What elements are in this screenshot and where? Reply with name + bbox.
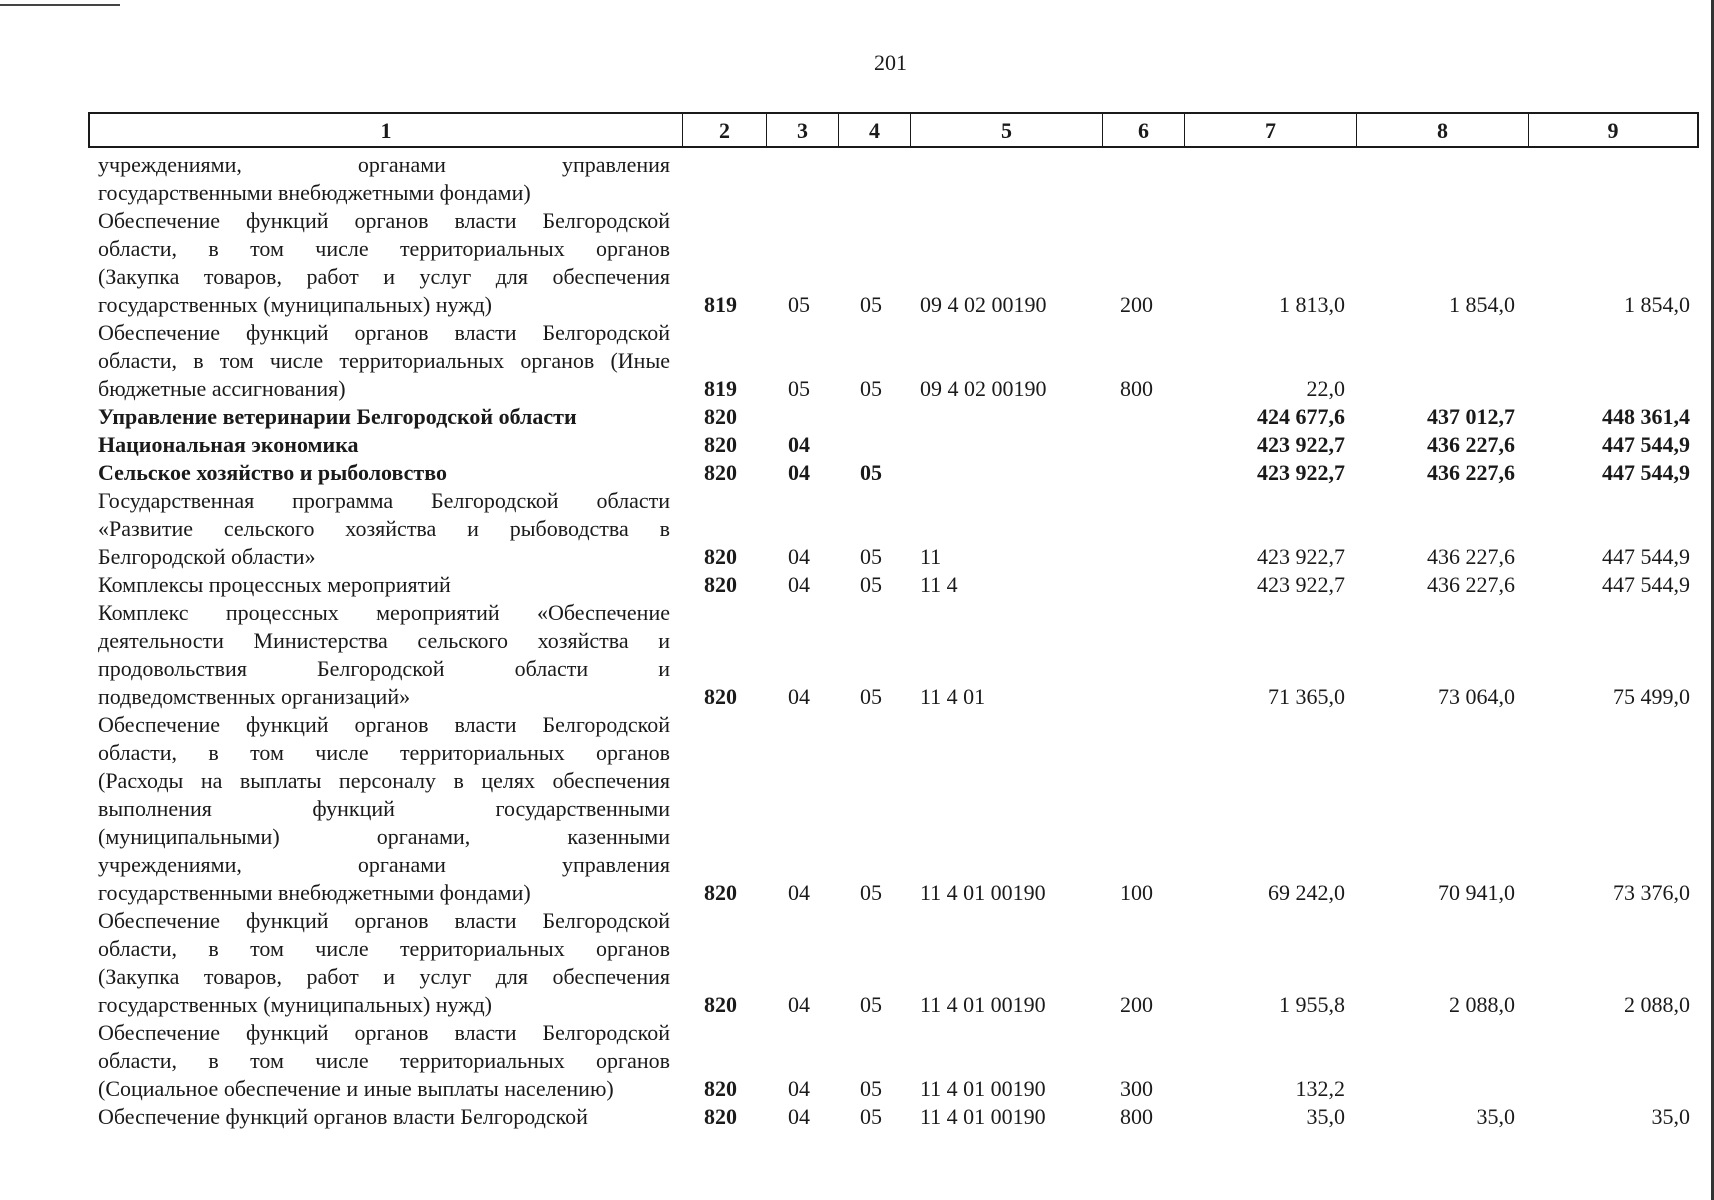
table-row (0, 1103, 1714, 1131)
row-description-line: выполнения функций государственными (98, 796, 670, 821)
cell-col-5: 11 4 01 (920, 684, 986, 709)
cell-col-6: 200 (1120, 992, 1153, 1017)
cell-col-3: 04 (788, 684, 810, 709)
cell-col-2: 819 (704, 376, 737, 401)
scan-top-rule (0, 4, 120, 6)
row-description-line: области, в том числе территориальных органов (98, 236, 670, 261)
cell-col-8: 1 854,0 (1449, 292, 1515, 317)
cell-col-9: 447 544,9 (1602, 544, 1690, 569)
cell-col-7: 423 922,7 (1257, 572, 1345, 597)
row-description-line: Государственная программа Белгородской области (98, 488, 670, 513)
cell-col-7: 69 242,0 (1268, 880, 1345, 905)
row-description (98, 403, 670, 431)
row-description-line: учреждениями, органами управления (98, 852, 670, 877)
cell-col-3: 04 (788, 880, 810, 905)
table-row (0, 403, 1714, 431)
cell-col-8: 436 227,6 (1427, 460, 1515, 485)
table-row (0, 907, 1714, 1019)
cell-col-8: 2 088,0 (1449, 992, 1515, 1017)
row-description-line: области, в том числе территориальных органов (Иные (98, 348, 670, 373)
row-description-line: подведомственных организаций» (98, 684, 411, 709)
cell-col-7: 132,2 (1295, 1076, 1345, 1101)
header-col-2: 2 (682, 114, 766, 146)
cell-col-2: 820 (704, 992, 737, 1017)
row-description (98, 571, 670, 599)
cell-col-3: 04 (788, 460, 810, 485)
row-description (98, 907, 670, 1019)
table-row (0, 459, 1714, 487)
row-description-line: Обеспечение функций органов власти Белгородской (98, 908, 670, 933)
cell-col-6: 800 (1120, 376, 1153, 401)
header-col-7: 7 (1184, 114, 1356, 146)
cell-col-6: 800 (1120, 1104, 1153, 1129)
cell-col-2: 820 (704, 684, 737, 709)
row-description-line: (муниципальными) органами, казенными (98, 824, 670, 849)
row-description-line: государственными внебюджетными фондами) (98, 180, 531, 205)
row-description-line: «Развитие сельского хозяйства и рыбоводства в (98, 516, 670, 541)
row-description-line: области, в том числе территориальных органов (98, 1048, 670, 1073)
table-row (0, 711, 1714, 907)
cell-col-2: 820 (704, 1076, 737, 1101)
cell-col-4: 05 (860, 1076, 882, 1101)
cell-col-8: 73 064,0 (1438, 684, 1515, 709)
header-col-8: 8 (1356, 114, 1528, 146)
cell-col-5: 11 4 (920, 572, 958, 597)
cell-col-5: 09 4 02 00190 (920, 376, 1047, 401)
cell-col-3: 05 (788, 292, 810, 317)
cell-col-5: 11 4 01 00190 (920, 1076, 1046, 1101)
cell-col-4: 05 (860, 684, 882, 709)
cell-col-3: 04 (788, 1076, 810, 1101)
cell-col-9: 73 376,0 (1613, 880, 1690, 905)
cell-col-2: 820 (704, 1104, 737, 1129)
row-description-line: Обеспечение функций органов власти Белгородской (98, 1020, 670, 1045)
row-description-line: Обеспечение функций органов власти Белгородской (98, 712, 670, 737)
row-description-line: Сельское хозяйство и рыболовство (98, 460, 447, 485)
row-description (98, 1019, 670, 1103)
cell-col-9: 447 544,9 (1602, 572, 1690, 597)
cell-col-2: 820 (704, 432, 737, 457)
row-description-line: (Закупка товаров, работ и услуг для обеспечения (98, 964, 670, 989)
table-row (0, 151, 1714, 207)
cell-col-4: 05 (860, 992, 882, 1017)
table-row (0, 207, 1714, 319)
cell-col-7: 35,0 (1306, 1104, 1345, 1129)
cell-col-7: 71 365,0 (1268, 684, 1345, 709)
row-description-line: продовольствия Белгородской области и (98, 656, 670, 681)
cell-col-8: 70 941,0 (1438, 880, 1515, 905)
header-col-9: 9 (1528, 114, 1697, 146)
cell-col-9: 2 088,0 (1624, 992, 1690, 1017)
cell-col-6: 200 (1120, 292, 1153, 317)
cell-col-2: 820 (704, 572, 737, 597)
cell-col-5: 11 (920, 544, 942, 569)
row-description-line: Обеспечение функций органов власти Белгородской (98, 1104, 588, 1129)
header-col-4: 4 (838, 114, 910, 146)
row-description-line: бюджетные ассигнования) (98, 376, 346, 401)
cell-col-7: 1 955,8 (1279, 992, 1345, 1017)
cell-col-5: 11 4 01 00190 (920, 1104, 1046, 1129)
cell-col-9: 448 361,4 (1602, 404, 1690, 429)
cell-col-8: 437 012,7 (1427, 404, 1515, 429)
cell-col-3: 04 (788, 572, 810, 597)
row-description-line: (Социальное обеспечение и иные выплаты населению) (98, 1076, 614, 1101)
cell-col-4: 05 (860, 880, 882, 905)
header-col-3: 3 (766, 114, 838, 146)
cell-col-3: 04 (788, 992, 810, 1017)
cell-col-9: 447 544,9 (1602, 432, 1690, 457)
cell-col-2: 820 (704, 460, 737, 485)
cell-col-5: 09 4 02 00190 (920, 292, 1047, 317)
row-description-line: государственными внебюджетными фондами) (98, 880, 531, 905)
cell-col-7: 423 922,7 (1257, 460, 1345, 485)
cell-col-4: 05 (860, 292, 882, 317)
cell-col-8: 436 227,6 (1427, 572, 1515, 597)
header-col-5: 5 (910, 114, 1102, 146)
row-description-line: Комплекс процессных мероприятий «Обеспечение (98, 600, 670, 625)
cell-col-5: 11 4 01 00190 (920, 992, 1046, 1017)
row-description-line: Обеспечение функций органов власти Белгородской (98, 320, 670, 345)
cell-col-2: 820 (704, 544, 737, 569)
row-description-line: Национальная экономика (98, 432, 359, 457)
cell-col-5: 11 4 01 00190 (920, 880, 1046, 905)
row-description (98, 487, 670, 571)
cell-col-7: 22,0 (1306, 376, 1345, 401)
table-header (88, 112, 1699, 148)
row-description-line: области, в том числе территориальных органов (98, 936, 670, 961)
row-description-line: Управление ветеринарии Белгородской области (98, 404, 577, 429)
row-description (98, 711, 670, 907)
cell-col-2: 820 (704, 404, 737, 429)
row-description (98, 207, 670, 319)
row-description (98, 1103, 670, 1131)
cell-col-4: 05 (860, 1104, 882, 1129)
header-col-1: 1 (380, 118, 392, 143)
row-description (98, 431, 670, 459)
header-col-6: 6 (1102, 114, 1184, 146)
cell-col-9: 447 544,9 (1602, 460, 1690, 485)
row-description-line: учреждениями, органами управления (98, 152, 670, 177)
cell-col-3: 04 (788, 432, 810, 457)
cell-col-2: 820 (704, 880, 737, 905)
cell-col-3: 04 (788, 1104, 810, 1129)
page-number: 201 (874, 50, 907, 75)
cell-col-3: 05 (788, 376, 810, 401)
cell-col-2: 819 (704, 292, 737, 317)
row-description-line: Белгородской области» (98, 544, 316, 569)
cell-col-9: 35,0 (1651, 1104, 1690, 1129)
row-description-line: государственных (муниципальных) нужд) (98, 992, 492, 1017)
cell-col-4: 05 (860, 376, 882, 401)
row-description-line: (Расходы на выплаты персоналу в целях обеспечения (98, 768, 670, 793)
cell-col-8: 436 227,6 (1427, 544, 1515, 569)
cell-col-6: 300 (1120, 1076, 1153, 1101)
table-row (0, 319, 1714, 403)
cell-col-9: 1 854,0 (1624, 292, 1690, 317)
row-description (98, 319, 670, 403)
cell-col-7: 424 677,6 (1257, 404, 1345, 429)
row-description-line: области, в том числе территориальных органов (98, 740, 670, 765)
cell-col-9: 75 499,0 (1613, 684, 1690, 709)
cell-col-8: 436 227,6 (1427, 432, 1515, 457)
row-description-line: (Закупка товаров, работ и услуг для обеспечения (98, 264, 670, 289)
table-row (0, 431, 1714, 459)
cell-col-4: 05 (860, 544, 882, 569)
table-row (0, 599, 1714, 711)
cell-col-7: 1 813,0 (1279, 292, 1345, 317)
cell-col-6: 100 (1120, 880, 1153, 905)
row-description (98, 599, 670, 711)
table-row (0, 487, 1714, 571)
table-row (0, 1019, 1714, 1103)
row-description (98, 151, 670, 207)
row-description (98, 459, 670, 487)
cell-col-8: 35,0 (1476, 1104, 1515, 1129)
cell-col-7: 423 922,7 (1257, 544, 1345, 569)
table-row (0, 571, 1714, 599)
cell-col-4: 05 (860, 460, 882, 485)
cell-col-3: 04 (788, 544, 810, 569)
cell-col-4: 05 (860, 572, 882, 597)
row-description-line: деятельности Министерства сельского хозяйства и (98, 628, 670, 653)
cell-col-7: 423 922,7 (1257, 432, 1345, 457)
row-description-line: Обеспечение функций органов власти Белгородской (98, 208, 670, 233)
row-description-line: Комплексы процессных мероприятий (98, 572, 451, 597)
row-description-line: государственных (муниципальных) нужд) (98, 292, 492, 317)
